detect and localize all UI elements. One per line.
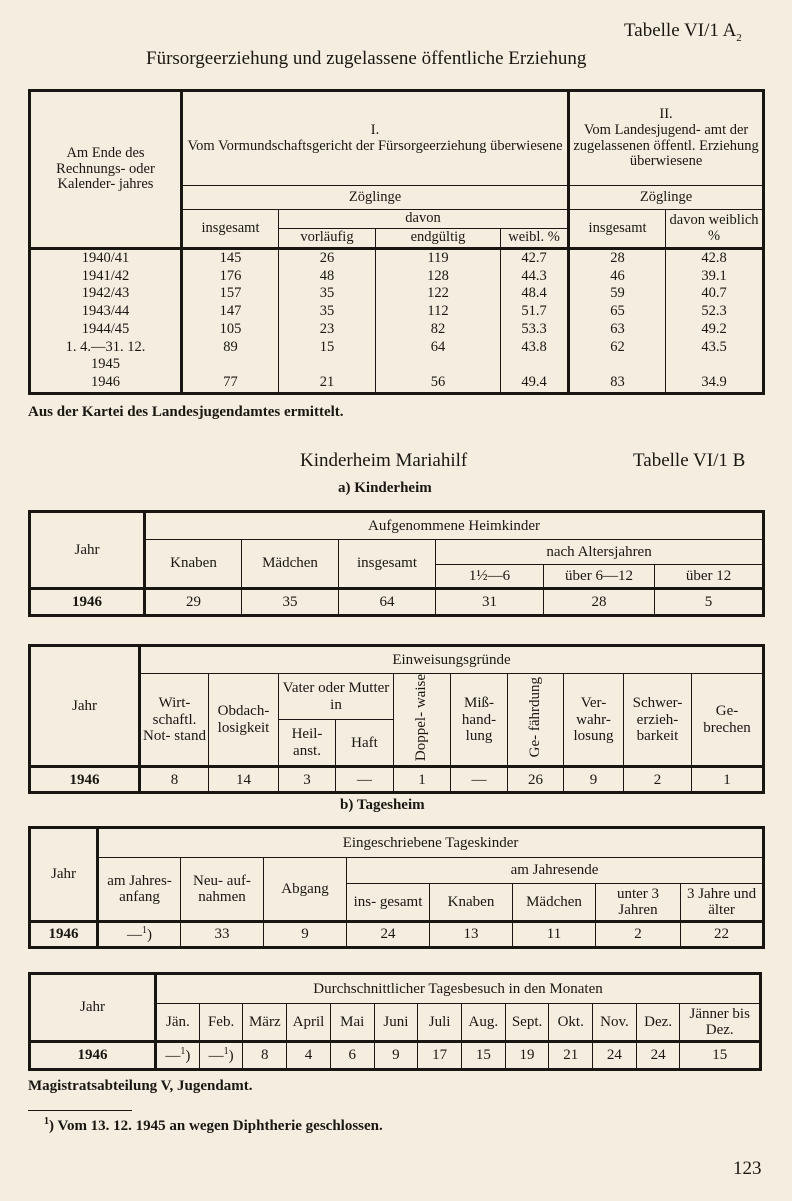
cell-year: 1946 bbox=[30, 589, 145, 616]
header-am-jahresende: am Jahresende bbox=[347, 858, 764, 884]
cell-with-footnote: —$^1$) bbox=[98, 922, 181, 948]
cell: 1 bbox=[394, 767, 451, 793]
cell-year: 1946 bbox=[30, 922, 98, 948]
header-altersjahre: nach Altersjahren bbox=[436, 540, 764, 565]
cell: 9 bbox=[264, 922, 347, 948]
header-misshandlung: Miß- hand- lung bbox=[451, 674, 508, 767]
header-einweisung: Einweisungsgründe bbox=[140, 646, 764, 674]
cell: 28 bbox=[544, 589, 655, 616]
col-weiblich-2: 42.8 39.1 40.7 52.3 49.2 43.5 34.9 bbox=[666, 249, 764, 394]
source-note-bottom: Magistratsabteilung V, Jugendamt. bbox=[28, 1078, 253, 1094]
page-number: 123 bbox=[733, 1158, 762, 1179]
header-month: Jän. bbox=[156, 1004, 200, 1042]
col-years: 1940/41 1941/42 1942/43 1943/44 1944/45 1. 4.—31. 12. 1945 1946 bbox=[30, 249, 182, 394]
header-month: Feb. bbox=[199, 1004, 243, 1042]
cell: 26 bbox=[508, 767, 564, 793]
header-verwahrlosung: Ver- wahr- losung bbox=[564, 674, 624, 767]
header-3-und-aelter: 3 Jahre und älter bbox=[681, 884, 764, 922]
cell: 8 bbox=[243, 1042, 287, 1070]
cell: 33 bbox=[181, 922, 264, 948]
header-weibl: weibl. % bbox=[501, 229, 569, 249]
cell: 11 bbox=[513, 922, 596, 948]
header-month: Okt. bbox=[549, 1004, 593, 1042]
header-vater-mutter: Vater oder Mutter in bbox=[279, 674, 394, 720]
header-month: Aug. bbox=[461, 1004, 505, 1042]
header-neuaufnahmen: Neu- auf- nahmen bbox=[181, 858, 264, 922]
table-fuersorge bbox=[28, 89, 765, 395]
col-insgesamt-2: 28 46 59 65 63 62 83 bbox=[569, 249, 666, 394]
cell: 13 bbox=[430, 922, 513, 948]
cell: 9 bbox=[564, 767, 624, 793]
cell: 2 bbox=[624, 767, 692, 793]
table-row bbox=[30, 922, 764, 948]
cell: 17 bbox=[418, 1042, 462, 1070]
table-title-top: Fürsorgeerziehung und zugelassene öffentliche Erziehung bbox=[146, 48, 587, 69]
cell: 5 bbox=[655, 589, 764, 616]
header-gefaehrdung: Ge- fährdung bbox=[508, 674, 564, 767]
header-vorlaeufig: vorläufig bbox=[279, 229, 376, 249]
header-obdachlosigkeit: Obdach- losigkeit bbox=[209, 674, 279, 767]
header-wirtschaftl-notstand: Wirt- schaftl. Not- stand bbox=[140, 674, 209, 767]
header-jahr: Jahr bbox=[30, 828, 98, 922]
cell: 31 bbox=[436, 589, 544, 616]
cell-year: 1946 bbox=[30, 1042, 156, 1070]
table-kinderheim-aufnahmen bbox=[28, 510, 765, 617]
source-note-top: Aus der Kartei des Landesjugendamtes ermittelt. bbox=[28, 404, 344, 420]
header-month: Juni bbox=[374, 1004, 418, 1042]
header-maedchen: Mädchen bbox=[513, 884, 596, 922]
col-weibl: 42.7 44.3 48.4 51.7 53.3 43.8 49.4 bbox=[501, 249, 569, 394]
footnote: $^1$) Vom 13. 12. 1945 an wegen Diphtherie geschlossen. bbox=[44, 1116, 383, 1134]
header-endgueltig: endgültig bbox=[376, 229, 501, 249]
header-month: April bbox=[287, 1004, 331, 1042]
section-title-mid: Kinderheim Mariahilf bbox=[300, 450, 468, 471]
header-month: Nov. bbox=[593, 1004, 637, 1042]
table-tagesheim-kinder bbox=[28, 826, 765, 949]
cell: 14 bbox=[209, 767, 279, 793]
table-row bbox=[30, 1042, 761, 1070]
header-insgesamt: insgesamt bbox=[339, 540, 436, 589]
header-heilanstalt: Heil- anst. bbox=[279, 720, 336, 767]
footnote-divider bbox=[28, 1110, 132, 1111]
cell: 21 bbox=[549, 1042, 593, 1070]
cell: 22 bbox=[681, 922, 764, 948]
header-age-2: über 6—12 bbox=[544, 565, 655, 589]
header-haft: Haft bbox=[336, 720, 394, 767]
header-age-1: 1½—6 bbox=[436, 565, 544, 589]
header-am-jahresanfang: am Jahres- anfang bbox=[98, 858, 181, 922]
header-zoeglinge-2: Zöglinge bbox=[569, 186, 764, 210]
cell: 2 bbox=[596, 922, 681, 948]
header-month: Mai bbox=[330, 1004, 374, 1042]
table-einweisungsgruende bbox=[28, 644, 765, 794]
cell: 3 bbox=[279, 767, 336, 793]
header-jahr: Jahr bbox=[30, 512, 145, 589]
cell: 24 bbox=[636, 1042, 680, 1070]
header-jahr: Jahr bbox=[30, 974, 156, 1042]
cell: 4 bbox=[287, 1042, 331, 1070]
header-insgesamt: ins- gesamt bbox=[347, 884, 430, 922]
col-endgueltig: 119 128 122 112 82 64 56 bbox=[376, 249, 501, 394]
header-year: Am Ende des Rechnungs- oder Kalender- jahres bbox=[30, 91, 182, 249]
header-month: Jänner bis Dez. bbox=[680, 1004, 761, 1042]
cell: 35 bbox=[242, 589, 339, 616]
header-group-II: II. Vom Landesjugend- amt der zugelassenen öffentl. Erziehung überwiesene bbox=[569, 91, 764, 186]
cell: 9 bbox=[374, 1042, 418, 1070]
cell-year: 1946 bbox=[30, 767, 140, 793]
cell: 24 bbox=[593, 1042, 637, 1070]
table-tagesbesuch bbox=[28, 972, 762, 1071]
header-knaben: Knaben bbox=[145, 540, 242, 589]
header-zoeglinge: Zöglinge bbox=[182, 186, 569, 210]
cell: 19 bbox=[505, 1042, 549, 1070]
table-ref-mid: Tabelle VI/1 B bbox=[633, 450, 746, 471]
cell: 24 bbox=[347, 922, 430, 948]
header-jahr: Jahr bbox=[30, 646, 140, 767]
header-month: Dez. bbox=[636, 1004, 680, 1042]
cell: 15 bbox=[461, 1042, 505, 1070]
table-row bbox=[30, 767, 764, 793]
section-a-label: a) Kinderheim bbox=[338, 480, 432, 496]
header-schwererziehbarkeit: Schwer- erzieh- barkeit bbox=[624, 674, 692, 767]
header-aufgenommene: Aufgenommene Heimkinder bbox=[145, 512, 764, 540]
header-group-I: I. Vom Vormundschaftsgericht der Fürsorgeerziehung überwiesene bbox=[182, 91, 569, 186]
cell: 64 bbox=[339, 589, 436, 616]
cell-with-footnote: —$^1$) bbox=[199, 1042, 243, 1070]
header-age-3: über 12 bbox=[655, 565, 764, 589]
header-insgesamt: insgesamt bbox=[182, 210, 279, 249]
col-vorlaeufig: 26 48 35 35 23 15 21 bbox=[279, 249, 376, 394]
header-eingeschriebene: Eingeschriebene Tageskinder bbox=[98, 828, 764, 858]
section-b-label: b) Tagesheim bbox=[340, 797, 425, 813]
header-knaben: Knaben bbox=[430, 884, 513, 922]
header-month: Sept. bbox=[505, 1004, 549, 1042]
header-doppelwaise: Doppel- waise bbox=[394, 674, 451, 767]
cell: 29 bbox=[145, 589, 242, 616]
header-abgang: Abgang bbox=[264, 858, 347, 922]
header-unter-3: unter 3 Jahren bbox=[596, 884, 681, 922]
cell: 15 bbox=[680, 1042, 761, 1070]
cell-with-footnote: —$^1$) bbox=[156, 1042, 200, 1070]
header-maedchen: Mädchen bbox=[242, 540, 339, 589]
cell: 6 bbox=[330, 1042, 374, 1070]
cell: — bbox=[336, 767, 394, 793]
cell: 8 bbox=[140, 767, 209, 793]
header-davon-weiblich: davon weiblich % bbox=[666, 210, 764, 249]
col-insgesamt: 145 176 157 147 105 89 77 bbox=[182, 249, 279, 394]
table-row bbox=[30, 589, 764, 616]
header-tagesbesuch: Durchschnittlicher Tagesbesuch in den Monaten bbox=[156, 974, 761, 1004]
header-davon: davon bbox=[279, 210, 569, 229]
header-month: Juli bbox=[418, 1004, 462, 1042]
cell: — bbox=[451, 767, 508, 793]
header-insgesamt-2: insgesamt bbox=[569, 210, 666, 249]
table-ref-top: Tabelle VI/1 $A_2$ bbox=[624, 20, 742, 44]
cell: 1 bbox=[692, 767, 764, 793]
header-month: März bbox=[243, 1004, 287, 1042]
header-gebrechen: Ge- brechen bbox=[692, 674, 764, 767]
